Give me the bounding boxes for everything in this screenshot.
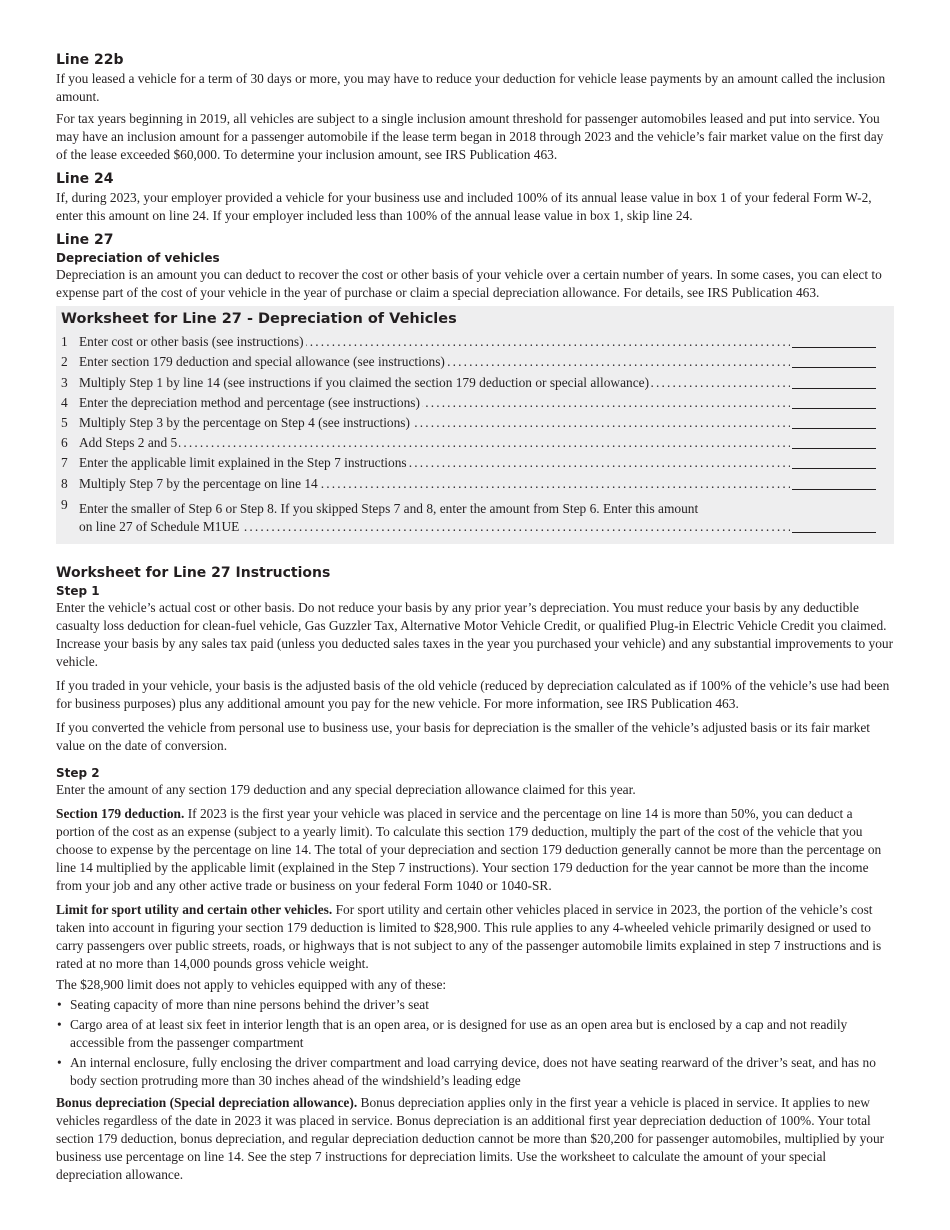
step-text: Multiply Step 7 by the percentage on line 14 <box>79 475 318 491</box>
step-1-paragraph-3: If you converted the vehicle from personal use to business use, your basis for depreciation is the smaller of the vehicle’s adjusted basis or its fair market value on the date of conversion. <box>56 719 870 753</box>
step-9-text <box>79 500 790 536</box>
step-number: 2 <box>61 354 68 370</box>
sport-utility-text: For sport utility and certain other vehicles placed in service in 2023, the portion of the vehicle’s cost taken into account in figuring your section 179 deduction is limited to $28,900. This rule applies to any 4-wheeled vehicle primarily designed or used to carry passengers over public streets, roads, or highways that is not subject to any of the passenger automobile limits explained in step 7 instructions and is rated at no more than 14,000 pounds gross vehicle weight. <box>56 901 882 971</box>
step-8-entry-field[interactable] <box>792 475 876 490</box>
line-22b-paragraph-1: If you leased a vehicle for a term of 30 days or more, you may have to reduce your deduction for vehicle lease payments by an amount called the inclusion amount. <box>56 71 886 104</box>
section-179-text: If 2023 is the first year your vehicle was placed in service and the percentage on line 14 is more than 50%, you can deduct a portion of the cost as an expense (subject to a yearly limit). To calculate this section 179 deduction, multiply the part of the cost of the vehicle that you choose to expense by the percentage on line 14. The total of your depreciation and section 179 deduction generally cannot be more than the percentage on line 14 multiplied by the applicable limit (explained in the Step 7 instructions). Your section 179 deduction for the year cannot be more than the income from your job and any other active trade or business on your federal Form 1040 or 1040-SR. <box>56 805 882 893</box>
step-number: 4 <box>61 394 68 410</box>
step-text-container <box>79 434 790 452</box>
step-5-entry-field[interactable] <box>792 414 876 429</box>
section-line-24 <box>56 170 894 225</box>
list-item: • Cargo area of at least six feet in interior length that is an open area, or is designed for use as an open area but is enclosed by a cap and not readily accessible from the passenger compartment <box>56 1016 894 1052</box>
worksheet-step-9 <box>61 496 876 536</box>
worksheet-steps <box>61 331 876 493</box>
step-number: 5 <box>61 414 68 430</box>
step-text: Add Steps 2 and 5 <box>79 435 178 451</box>
bonus-depreciation-label: Bonus depreciation (Special depreciation allowance). <box>56 1094 358 1110</box>
step-number: 7 <box>61 455 68 471</box>
list-item: • An internal enclosure, fully enclosing the driver compartment and load carrying device, does not have seating rearward of the driver’s seat, and has no body section protruding more than 30 inches ahead of the windshield’s leading edge <box>56 1054 894 1090</box>
step-1-entry-field[interactable] <box>792 333 876 348</box>
step-number: 8 <box>61 475 68 491</box>
step-number: 1 <box>61 334 68 350</box>
step-3-entry-field[interactable] <box>792 374 876 389</box>
step-text-container <box>79 454 790 472</box>
step-6-entry-field[interactable] <box>792 434 876 449</box>
sport-utility-label: Limit for sport utility and certain other vehicles. <box>56 901 333 917</box>
step-text-container <box>79 475 790 493</box>
step-text: Enter the applicable limit explained in the Step 7 instructions <box>79 455 407 471</box>
worksheet-step-6 <box>61 432 876 452</box>
worksheet-step-8 <box>61 472 876 492</box>
step-text-container <box>79 374 790 392</box>
step-text-container <box>79 353 790 371</box>
line-24-heading: Line 24 <box>56 171 114 187</box>
step-number: 9 <box>61 496 68 512</box>
line-27-paragraph: Depreciation is an amount you can deduct to recover the cost or other basis of your vehicle over a certain number of years. In some cases, you can elect to expense part of the cost of your vehicle in the year of purchase or claim a special depreciation allowance. For details, see IRS Publication 463. <box>56 267 882 300</box>
section-179-label: Section 179 deduction. <box>56 805 185 821</box>
step-number: 6 <box>61 435 68 451</box>
bonus-depreciation-text: Bonus depreciation applies only in the first year a vehicle is placed in service. It applies to new vehicles regardless of the date in 2023 it was placed in service. Bonus depreciation is an additional first year depreciation deduction of 100%. Your total section 179 deduction, bonus depreciation, and regular depreciation deduction cannot be more than $20,200 for passenger automobiles, multiplied by your business use percentage on line 14. See the step 7 instructions for depreciation limits. Use the worksheet to calculate the amount of your special depreciation allowance. <box>56 1094 885 1182</box>
list-item: • Seating capacity of more than nine persons behind the driver’s seat <box>56 996 894 1014</box>
depreciation-subheading: Depreciation of vehicles <box>56 251 220 265</box>
step-text-container <box>79 333 790 351</box>
step-7-entry-field[interactable] <box>792 454 876 469</box>
line-24-paragraph: If, during 2023, your employer provided a vehicle for your business use and included 100% of its annual lease value in box 1 of your federal Form W-2, enter this amount on line 24. If your employer included less than 100% of the annual lease value in box 1, skip line 24. <box>56 190 872 223</box>
step-2-heading: Step 2 <box>56 765 100 780</box>
step-text: Enter section 179 deduction and special allowance (see instructions) <box>79 354 445 370</box>
instructions-heading: Worksheet for Line 27 Instructions <box>56 564 331 581</box>
section-worksheet-instructions <box>56 564 894 1184</box>
worksheet-step-7 <box>61 452 876 472</box>
line-22b-heading: Line 22b <box>56 52 124 68</box>
limit-intro: The $28,900 limit does not apply to vehicles equipped with any of these: <box>56 976 447 992</box>
step-9-line-1: Enter the smaller of Step 6 or Step 8. If you skipped Steps 7 and 8, enter the amount from Step 6. Enter this amount <box>79 500 790 518</box>
document-page <box>56 51 894 1188</box>
step-2-entry-field[interactable] <box>792 353 876 368</box>
worksheet-step-4 <box>61 392 876 412</box>
step-text-container <box>79 414 790 432</box>
step-text: Multiply Step 1 by line 14 (see instructions if you claimed the section 179 deduction or special allowance) <box>79 374 650 390</box>
step-number: 3 <box>61 374 68 390</box>
step-text: Enter cost or other basis (see instructions) <box>79 334 304 350</box>
worksheet-step-2 <box>61 351 876 371</box>
step-4-entry-field[interactable] <box>792 394 876 409</box>
worksheet-title: Worksheet for Line 27 - Depreciation of Vehicles <box>61 311 457 327</box>
step-text-container <box>79 394 790 412</box>
step-9-entry-field[interactable] <box>792 518 876 533</box>
line-27-heading: Line 27 <box>56 232 114 248</box>
step-9-line-2: on line 27 of Schedule M1UE <box>79 518 240 534</box>
bonus-depreciation-paragraph <box>56 1094 894 1184</box>
worksheet-box <box>56 306 894 544</box>
section-line-22b <box>56 51 894 164</box>
exceptions-list <box>56 996 894 1090</box>
section-line-27 <box>56 231 894 302</box>
worksheet-step-3 <box>61 371 876 391</box>
line-22b-paragraph-2: For tax years beginning in 2019, all vehicles are subject to a single inclusion amount threshold for passenger automobiles leased and put into service. You may have an inclusion amount for a passenger automobile if the lease term began in 2018 through 2023 and the vehicle’s fair market value on the first day of the lease exceeded $60,000. To determine your inclusion amount, see IRS Publication 463. <box>56 111 884 162</box>
step-1-paragraph-1: Enter the vehicle’s actual cost or other basis. Do not reduce your basis by any prior year’s depreciation. You must reduce your basis by any deductible casualty loss deduction for clean-fuel vehicle, Gas Guzzler Tax, Alternative Motor Vehicle Credit, or qualified Plug-in Electric Vehicle Credit you claimed. Increase your basis by any sales tax paid (unless you deducted sales taxes in the year you purchased your vehicle) and any substantial improvements to your vehicle. <box>56 599 894 669</box>
step-1-paragraph-2: If you traded in your vehicle, your basis is the adjusted basis of the old vehicle (reduced by depreciation calculated as if 100% of the vehicle’s use had been for business purposes) plus any additional amount you pay for the new vehicle. For more information, see IRS Publication 463. <box>56 677 890 711</box>
step-text: Multiply Step 3 by the percentage on Step 4 (see instructions) <box>79 414 410 430</box>
step-2-paragraph-1: Enter the amount of any section 179 deduction and any special depreciation allowance claimed for this year. <box>56 781 636 797</box>
sport-utility-paragraph <box>56 901 894 973</box>
section-179-paragraph <box>56 805 894 895</box>
worksheet-step-1 <box>61 331 876 351</box>
step-1-heading: Step 1 <box>56 583 100 598</box>
step-text: Enter the depreciation method and percentage (see instructions) <box>79 394 420 410</box>
worksheet-step-5 <box>61 412 876 432</box>
